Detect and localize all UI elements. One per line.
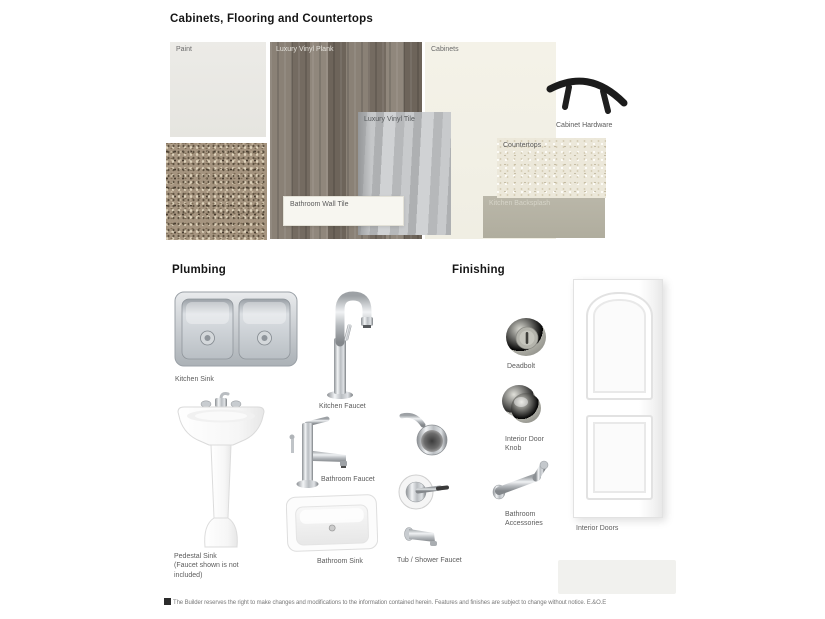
footer-marker — [164, 598, 171, 605]
kitchen-sink-image — [174, 291, 298, 367]
section-title-finishing: Finishing — [452, 264, 505, 276]
luxury-vinyl-plank-label: Luxury Vinyl Plank — [276, 46, 334, 53]
footer-text: The Builder reserves the right to make changes and modifications to the information contained herein. Features and finishes are subject to change without notice. E.&O.E — [173, 600, 607, 606]
kitchen-backsplash-swatch — [483, 196, 605, 238]
deadbolt-label: Deadbolt — [507, 363, 536, 370]
tub-shower-faucet-label: Tub / Shower Faucet — [397, 557, 462, 564]
luxury-vinyl-tile-label: Luxury Vinyl Tile — [364, 116, 415, 123]
interior-door-image — [573, 279, 663, 518]
countertops-label: Countertops — [503, 142, 542, 149]
bathroom-accessories-image — [490, 460, 554, 504]
bathroom-sink-image — [286, 494, 378, 552]
faint-image-placeholder — [558, 560, 676, 594]
kitchen-sink-label: Kitchen Sink — [175, 376, 214, 383]
cabinet-hardware-label: Cabinet Hardware — [556, 122, 613, 129]
door-bottom-panel — [586, 415, 652, 500]
bathroom-wall-tile-label: Bathroom Wall Tile — [290, 201, 349, 208]
bathroom-sink-label: Bathroom Sink — [317, 558, 363, 565]
cabinet-hardware-image — [545, 74, 629, 118]
pedestal-sink-label: Pedestal Sink (Faucet shown is not included) — [174, 553, 239, 579]
interior-door-knob-label: Interior Door Knob — [505, 436, 544, 453]
kitchen-backsplash-label: Kitchen Backsplash — [489, 200, 551, 207]
footer-disclaimer — [164, 598, 606, 606]
door-top-panel — [586, 292, 652, 400]
kitchen-faucet-image — [316, 288, 382, 400]
carpet-swatch — [166, 143, 267, 240]
bathroom-faucet-label: Bathroom Faucet — [321, 476, 375, 483]
interior-door-knob-image — [500, 382, 546, 428]
cabinets-label: Cabinets — [431, 46, 459, 53]
bathroom-accessories-label: Bathroom Accessories — [505, 511, 543, 528]
paint-swatch — [170, 42, 266, 137]
kitchen-faucet-label: Kitchen Faucet — [319, 403, 366, 410]
pedestal-sink-image — [172, 390, 270, 552]
interior-doors-label: Interior Doors — [576, 525, 619, 532]
section-title-cabinets-flooring: Cabinets, Flooring and Countertops — [170, 13, 373, 25]
deadbolt-image — [503, 316, 549, 360]
countertops-swatch — [497, 138, 606, 198]
paint-label: Paint — [176, 46, 192, 53]
section-title-plumbing: Plumbing — [172, 264, 226, 276]
tub-shower-faucet-image — [394, 410, 464, 550]
bathroom-wall-tile-chip — [283, 196, 404, 226]
